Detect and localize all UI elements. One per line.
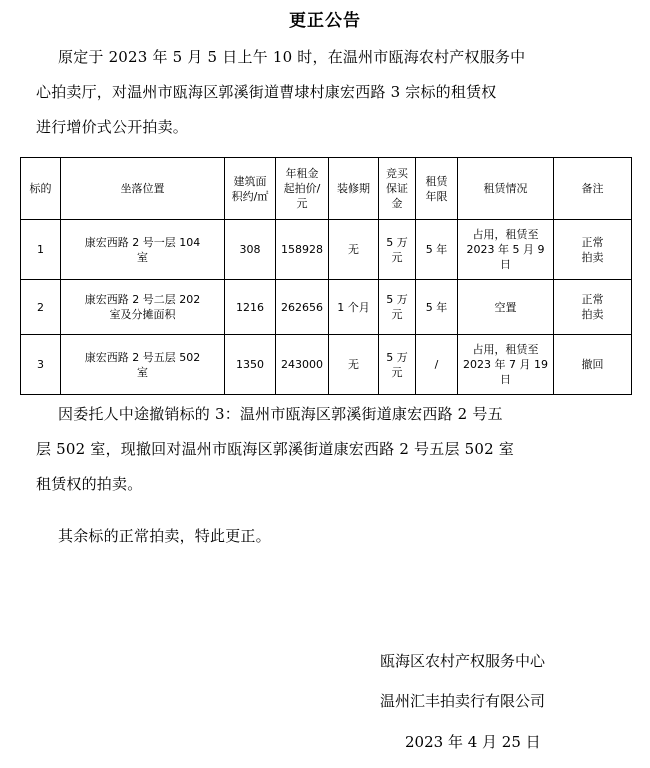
cell-deposit: 5 万 元 xyxy=(379,220,416,280)
header-note: 备注 xyxy=(554,158,632,220)
cell-area: 308 xyxy=(225,220,276,280)
withdrawal-line: 层 502 室，现撤回对温州市瓯海区郭溪街道康宏西路 2 号五层 502 室 xyxy=(36,440,515,458)
cell-lot: 3 xyxy=(21,335,61,395)
notice-title: 更正公告 xyxy=(289,11,361,31)
header-status: 租赁情况 xyxy=(458,158,554,220)
closing-paragraph xyxy=(30,519,620,554)
cell-status: 空置 xyxy=(458,280,554,335)
table-row xyxy=(21,335,632,395)
cell-decoration: 1 个月 xyxy=(329,280,379,335)
cell-deposit: 5 万 元 xyxy=(379,335,416,395)
cell-rent: 243000 xyxy=(276,335,329,395)
cell-term: 5 年 xyxy=(416,280,458,335)
withdrawal-paragraph xyxy=(30,397,620,502)
cell-area: 1350 xyxy=(225,335,276,395)
cell-area: 1216 xyxy=(225,280,276,335)
cell-rent: 158928 xyxy=(276,220,329,280)
header-lot: 标的 xyxy=(21,158,61,220)
header-rent: 年租金 起拍价/ 元 xyxy=(276,158,329,220)
table-row xyxy=(21,280,632,335)
withdrawal-line: 因委托人中途撤销标的 3：温州市瓯海区郭溪街道康宏西路 2 号五 xyxy=(58,405,503,423)
cell-location: 康宏西路 2 号一层 104 室 xyxy=(61,220,225,280)
cell-decoration: 无 xyxy=(329,335,379,395)
header-deposit: 竞买 保证 金 xyxy=(379,158,416,220)
cell-note: 撤回 xyxy=(554,335,632,395)
auction-lot-table xyxy=(20,157,632,395)
cell-term: 5 年 xyxy=(416,220,458,280)
intro-line: 原定于 2023 年 5 月 5 日上午 10 时，在温州市瓯海农村产权服务中 xyxy=(58,48,526,66)
cell-status: 占用，租赁至 2023 年 5 月 9 日 xyxy=(458,220,554,280)
signature-date: 2023 年 4 月 25 日 xyxy=(405,733,541,751)
cell-note: 正常 拍卖 xyxy=(554,280,632,335)
cell-lot: 1 xyxy=(21,220,61,280)
closing-line: 其余标的正常拍卖，特此更正。 xyxy=(58,527,271,545)
header-decoration: 装修期 xyxy=(329,158,379,220)
intro-line: 进行增价式公开拍卖。 xyxy=(36,118,189,136)
cell-location: 康宏西路 2 号二层 202 室及分摊面积 xyxy=(61,280,225,335)
intro-paragraph xyxy=(30,40,620,145)
table-row xyxy=(21,220,632,280)
cell-lot: 2 xyxy=(21,280,61,335)
cell-rent: 262656 xyxy=(276,280,329,335)
signature-org-rural-center: 瓯海区农村产权服务中心 xyxy=(380,652,546,670)
signature-org-auction-house: 温州汇丰拍卖行有限公司 xyxy=(380,692,546,710)
cell-deposit: 5 万 元 xyxy=(379,280,416,335)
cell-note: 正常 拍卖 xyxy=(554,220,632,280)
table-header-row xyxy=(21,158,632,220)
intro-line: 心拍卖厅，对温州市瓯海区郭溪街道曹埭村康宏西路 3 宗标的租赁权 xyxy=(36,83,497,101)
withdrawal-line: 租赁权的拍卖。 xyxy=(36,475,143,493)
cell-location: 康宏西路 2 号五层 502 室 xyxy=(61,335,225,395)
cell-decoration: 无 xyxy=(329,220,379,280)
cell-status: 占用，租赁至 2023 年 7 月 19 日 xyxy=(458,335,554,395)
header-term: 租赁 年限 xyxy=(416,158,458,220)
header-area: 建筑面 积约/㎡ xyxy=(225,158,276,220)
cell-term: / xyxy=(416,335,458,395)
header-location: 坐落位置 xyxy=(61,158,225,220)
